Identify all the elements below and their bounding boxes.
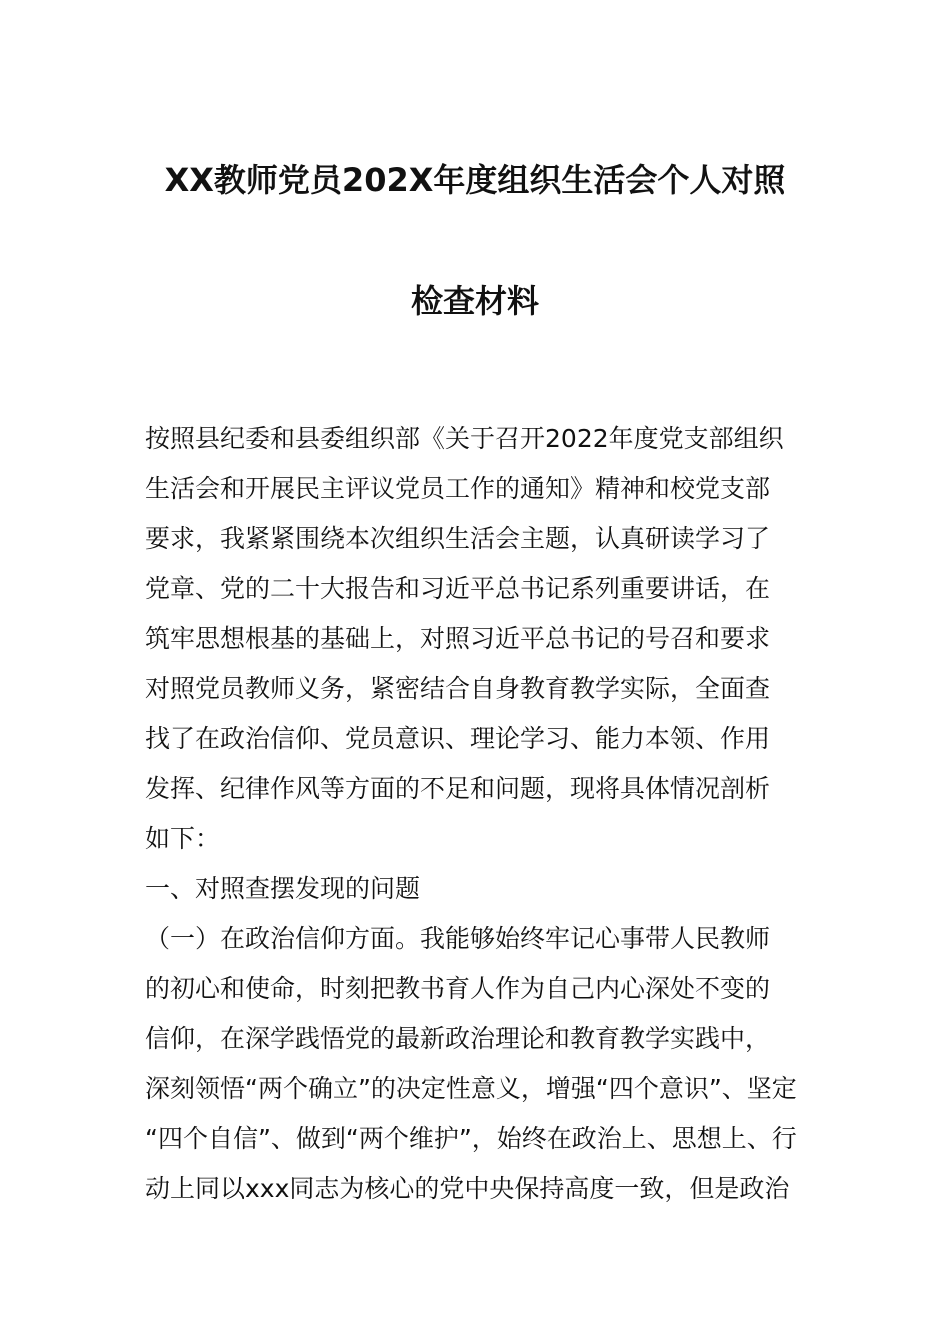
body-line: 要求，我紧紧围绕本次组织生活会主题，认真研读学习了 <box>145 524 771 553</box>
document-title-line-2: 检查材料 <box>410 282 539 320</box>
body-line: 党章、党的二十大报告和习近平总书记系列重要讲话，在 <box>145 574 771 603</box>
body-line: 的初心和使命，时刻把教书育人作为自己内心深处不变的 <box>145 974 771 1003</box>
body-line: 动上同以xxx同志为核心的党中央保持高度一致，但是政治 <box>145 1174 790 1203</box>
body-line: “四个自信”、做到“两个维护”，始终在政治上、思想上、行 <box>145 1124 797 1153</box>
document-title-line-1: XX教师党员202X年度组织生活会个人对照 <box>164 161 786 199</box>
body-line: 如下： <box>145 824 221 853</box>
document-body <box>145 414 810 1214</box>
section-heading: 一、对照查摆发现的问题 <box>145 874 421 903</box>
body-line: 深刻领悟“两个确立”的决定性意义，增强“四个意识”、坚定 <box>145 1074 797 1103</box>
body-line: 筑牢思想根基的基础上，对照习近平总书记的号召和要求 <box>145 624 771 653</box>
body-line: 找了在政治信仰、党员意识、理论学习、能力本领、作用 <box>145 724 771 753</box>
body-line: 发挥、纪律作风等方面的不足和问题，现将具体情况剖析 <box>145 774 771 803</box>
body-line: 信仰，在深学践悟党的最新政治理论和教育教学实践中， <box>145 1024 771 1053</box>
body-line: 按照县纪委和县委组织部《关于召开2022年度党支部组织 <box>145 424 784 453</box>
body-line: （一）在政治信仰方面。我能够始终牢记心事带人民教师 <box>145 924 771 953</box>
body-line: 生活会和开展民主评议党员工作的通知》精神和校党支部 <box>145 474 771 503</box>
body-line: 对照党员教师义务，紧密结合自身教育教学实际，全面查 <box>145 674 771 703</box>
